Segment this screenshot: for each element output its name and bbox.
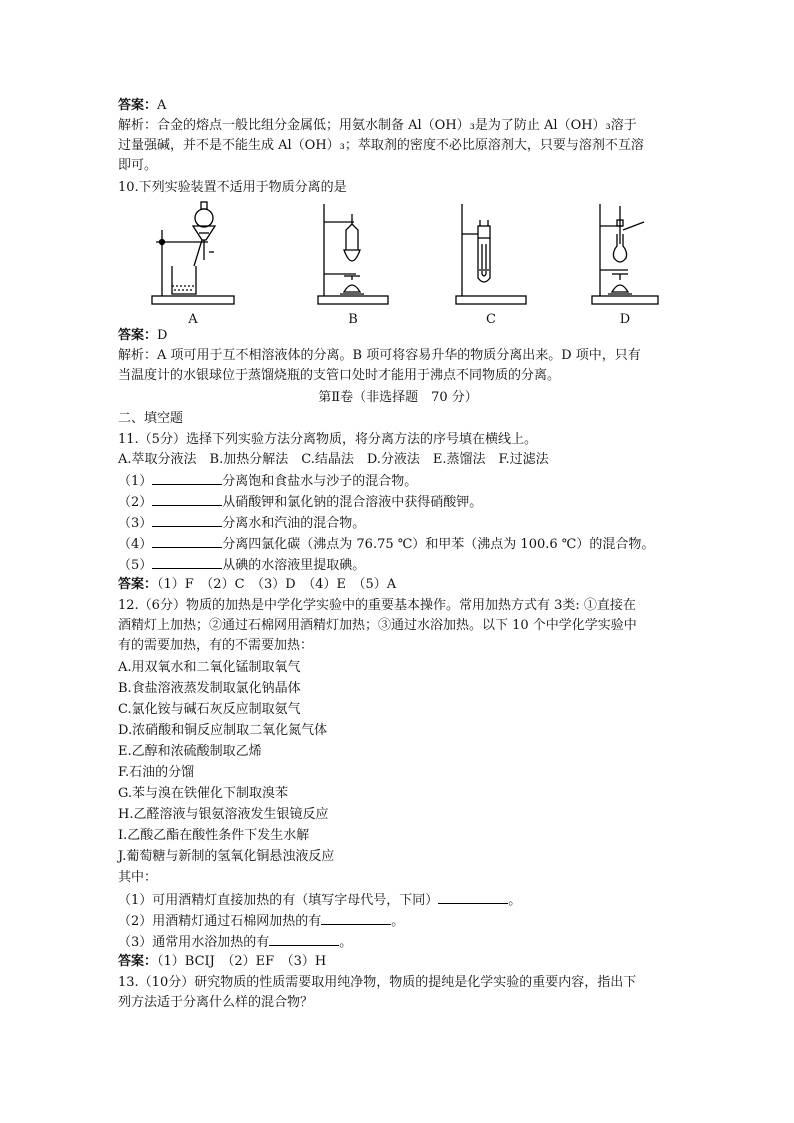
q13-stem-line: 13.（10分）研究物质的性质需要取用纯净物，物质的提纯是化学实验的重要内容，指出下 bbox=[118, 975, 637, 990]
item-text: 分离水和汽油的混合物。 bbox=[222, 516, 366, 531]
sub-end: 。 bbox=[339, 935, 353, 950]
q12-choice: A.用双氧水和二氧化锰制取氧气 bbox=[118, 660, 301, 675]
q9-analysis-line: 解析：合金的熔点一般比组分金属低；用氨水制备 Al（OH）₃是为了防止 Al（OH）₃溶于 bbox=[118, 118, 637, 133]
item-text: 分离饱和食盐水与沙子的混合物。 bbox=[222, 474, 418, 489]
q13-stem-line: 列方法适于分离什么样的混合物？ bbox=[118, 995, 314, 1010]
q12-choice: I.乙酸乙酯在酸性条件下发生水解 bbox=[118, 828, 310, 843]
answer-blank bbox=[438, 889, 508, 904]
sub-text: （3）通常用水浴加热的有 bbox=[118, 935, 270, 950]
answer-label: 答案： bbox=[118, 577, 158, 592]
q12-choice: F.石油的分馏 bbox=[118, 765, 195, 780]
q11-item bbox=[118, 491, 482, 513]
q9-analysis-line: 即可。 bbox=[118, 158, 158, 173]
apparatus-d-distillation bbox=[588, 200, 678, 308]
figure-label-c: C bbox=[486, 312, 496, 327]
q10-answer-line bbox=[118, 326, 167, 346]
apparatus-c-test-tube bbox=[448, 200, 538, 308]
answer-blank bbox=[269, 931, 339, 946]
q12-choice: D.浓硝酸和铜反应制取二氧化氮气体 bbox=[118, 723, 328, 738]
answer-value: （1）BCIJ （2）EF （3）H bbox=[157, 954, 327, 969]
q12-qizhong: 其中： bbox=[118, 870, 158, 885]
q12-sub bbox=[118, 910, 404, 932]
item-text: 从碘的水溶液里提取碘。 bbox=[222, 558, 366, 573]
q12-answer-line bbox=[118, 952, 326, 972]
q11-item bbox=[118, 554, 365, 576]
figure-label-d: D bbox=[619, 312, 631, 327]
answer-label: 答案： bbox=[118, 954, 158, 969]
q11-stem: 11.（5分）选择下列实验方法分离物质，将分离方法的序号填在横线上。 bbox=[118, 432, 537, 447]
q11-item bbox=[118, 512, 365, 534]
answer-blank bbox=[152, 533, 222, 548]
q12-choice: E.乙醇和浓硫酸制取乙烯 bbox=[118, 744, 262, 759]
q12-stem-line: 12.（6分）物质的加热是中学化学实验中的重要基本操作。常用加热方式有 3类: ①直接在 bbox=[118, 598, 636, 613]
apparatus-figure bbox=[148, 200, 668, 335]
answer-label: 答案： bbox=[118, 98, 158, 113]
figure-label-b: B bbox=[348, 312, 358, 327]
item-text: 从硝酸钾和氯化钠的混合溶液中获得硝酸钾。 bbox=[222, 495, 483, 510]
item-number: （3） bbox=[118, 516, 153, 531]
q9-analysis-line: 过量强碱，并不是不能生成 Al（OH）₃；萃取剂的密度不必比原溶剂大，只要与溶剂不互溶 bbox=[118, 138, 644, 153]
volume-title: 第Ⅱ卷（非选择题 70 分） bbox=[318, 390, 478, 405]
q10-analysis-line: 当温度计的水银球位于蒸馏烧瓶的支管口处时才能用于沸点不同物质的分离。 bbox=[118, 368, 561, 383]
sub-end: 。 bbox=[508, 893, 522, 908]
q12-choice: J.葡萄糖与新制的氢氧化铜悬浊液反应 bbox=[118, 849, 335, 864]
sub-text: （2）用酒精灯通过石棉网加热的有 bbox=[118, 914, 322, 929]
sub-end: 。 bbox=[391, 914, 405, 929]
answer-label: 答案： bbox=[118, 328, 158, 343]
q9-answer-line bbox=[118, 96, 166, 116]
q11-options: A.萃取分液法 B.加热分解法 C.结晶法 D.分液法 E.蒸馏法 F.过滤法 bbox=[118, 452, 549, 467]
item-number: （2） bbox=[118, 495, 153, 510]
figure-label-a: A bbox=[188, 312, 198, 327]
item-text: 分离四氯化碳（沸点为 76.75 ℃）和甲苯（沸点为 100.6 ℃）的混合物。 bbox=[222, 537, 655, 552]
q12-sub bbox=[118, 889, 521, 911]
answer-blank bbox=[321, 910, 391, 925]
q12-stem-line: 酒精灯上加热；②通过石棉网用酒精灯加热；③通过水浴加热。以下 10 个中学化学实验中 bbox=[118, 618, 637, 633]
apparatus-b-sublimation bbox=[308, 200, 398, 308]
q12-stem-line: 有的需要加热，有的不需要加热： bbox=[118, 638, 314, 653]
answer-value: （1）F （2）C （3）D （4）E （5）A bbox=[157, 577, 397, 592]
apparatus-a-separatory-funnel bbox=[148, 200, 238, 308]
q12-choice: B.食盐溶液蒸发制取氯化钠晶体 bbox=[118, 681, 301, 696]
q10-stem: 10.下列实验装置不适用于物质分离的是 bbox=[118, 180, 347, 195]
answer-value: A bbox=[157, 98, 167, 113]
item-number: （4） bbox=[118, 537, 153, 552]
answer-value: D bbox=[157, 328, 168, 343]
answer-blank bbox=[152, 512, 222, 527]
q10-analysis-line: 解析：A 项可用于互不相溶液体的分离。B 项可将容易升华的物质分离出来。D 项中，只有 bbox=[118, 348, 641, 363]
q11-item bbox=[118, 470, 417, 492]
answer-blank bbox=[152, 491, 222, 506]
answer-blank bbox=[152, 554, 222, 569]
item-number: （1） bbox=[118, 474, 153, 489]
item-number: （5） bbox=[118, 558, 153, 573]
q12-sub bbox=[118, 931, 352, 953]
q12-choice: C.氯化铵与碱石灰反应制取氨气 bbox=[118, 702, 301, 717]
part-title: 二、填空题 bbox=[118, 411, 184, 426]
answer-blank bbox=[152, 470, 222, 485]
q12-choice: H.乙醛溶液与银氨溶液发生银镜反应 bbox=[118, 807, 329, 822]
q12-choice: G.苯与溴在铁催化下制取溴苯 bbox=[118, 786, 289, 801]
q11-item bbox=[118, 533, 654, 555]
sub-text: （1）可用酒精灯直接加热的有（填写字母代号，下同） bbox=[118, 893, 439, 908]
q11-answer-line bbox=[118, 575, 396, 595]
